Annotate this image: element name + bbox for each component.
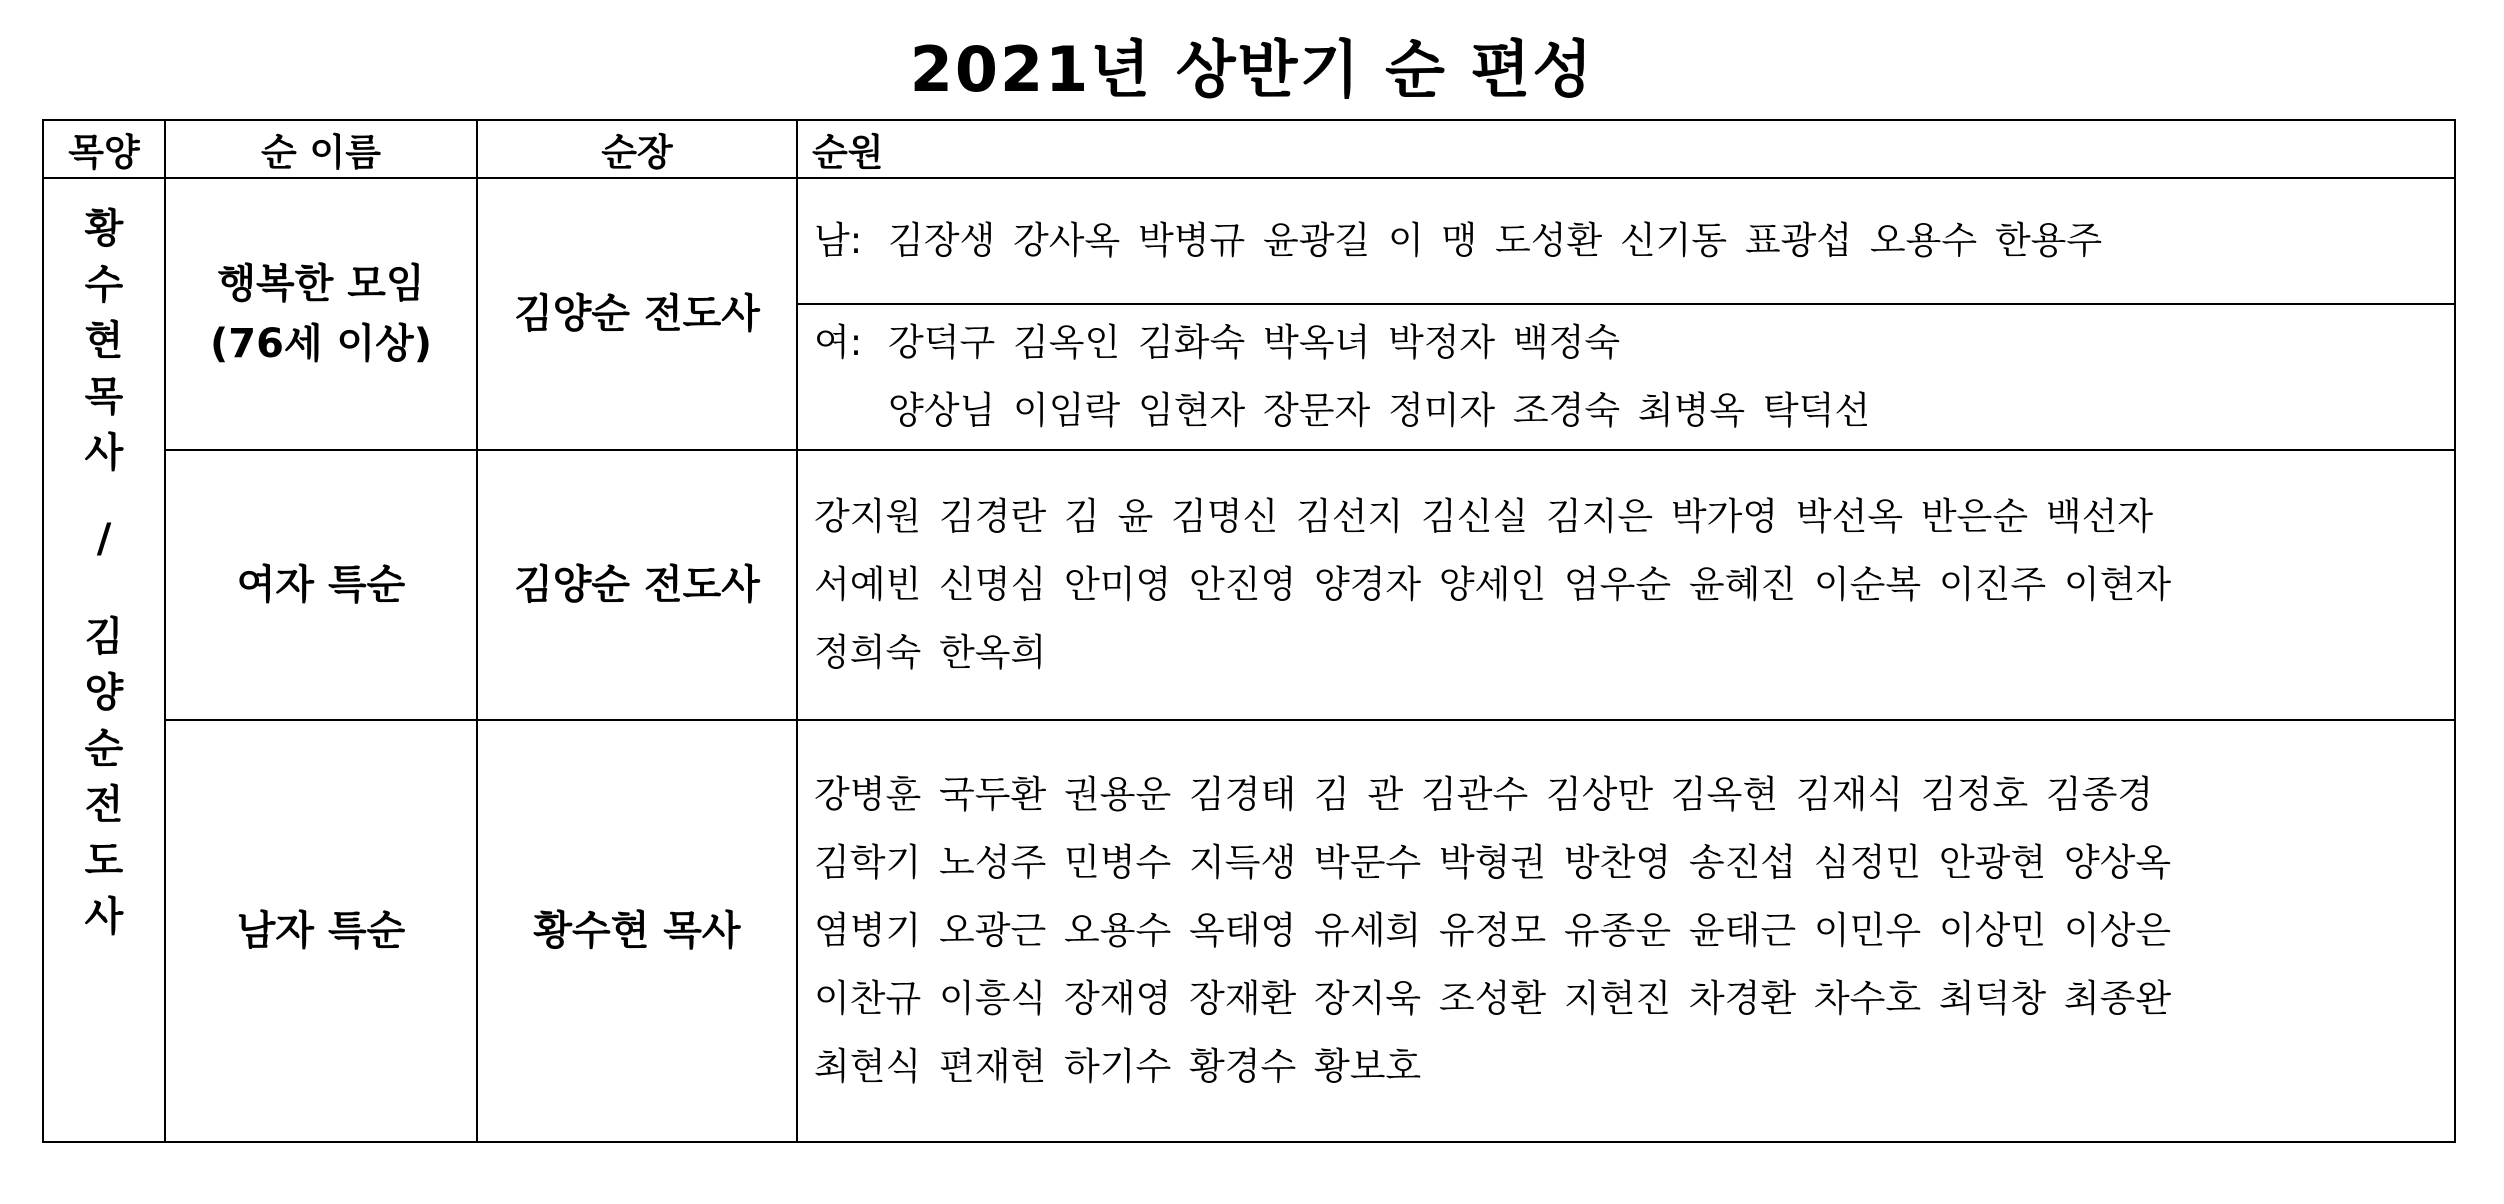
table-row [43,178,2455,304]
pastor-char: 전 [84,782,124,828]
group-name: 남자 특순 [165,720,477,1142]
group-name: 행복한 모임 [217,261,425,307]
header-members: 순원 [797,120,2455,178]
members-line: 염병기 오광근 오용수 옥태영 유세희 유정모 유종운 윤태근 이민우 이상민 이상은 [814,909,2172,952]
pastor-char: 목 [84,374,124,420]
pastor-char: 사 [84,894,124,940]
table-row [43,720,2455,1142]
pastor-char: 양 [84,670,124,716]
pastor-char: 수 [84,262,124,308]
group-assignment-table [42,119,2456,1143]
members-line: 김학기 노성주 민병수 지득생 박문수 박형권 방찬영 송진섭 심정민 안광현 양상옥 [814,841,2172,884]
header-leader: 순장 [477,120,797,178]
group-name-cell [165,178,477,450]
pastor-separator: / [96,516,112,562]
page-title: 2021년 상반기 순 편성 [909,33,1595,106]
members-line [814,207,2438,275]
members-cell [797,450,2455,720]
members-line: 이찬규 이흥식 장재영 장재환 장지욱 조성환 지현진 차경환 차수호 최덕창 최종완 [814,977,2172,1020]
members-line: 강병훈 국두환 권용운 김경태 김 관 김관수 김상만 김옥현 김재식 김정호 김종경 [814,773,2154,816]
group-name: 여자 특순 [165,450,477,720]
members-cell [797,178,2455,304]
male-prefix: 남: [814,219,863,262]
header-group-name: 순 이름 [165,120,477,178]
members-cell [797,720,2455,1142]
pastor-char: 김 [84,614,124,660]
group-name-subtitle: (76세 이상) [209,321,433,367]
group-leader-cell: 황수현 목사 [477,720,797,1142]
pastor-char: 황 [84,206,124,252]
members-line [814,377,2438,445]
pastor-cell [43,178,165,1142]
pastor-char: 순 [84,726,124,772]
pastor-char: 현 [84,318,124,364]
female-members: 양상님 이임락 임현자 장문자 정미자 조경숙 최병옥 탁덕선 [888,389,1871,432]
female-members: 강덕구 김옥인 김화숙 박옥녀 박정자 백정숙 [888,321,1621,364]
header-pastor: 목양 [43,120,165,178]
members-line: 정희숙 한옥희 [814,631,1047,674]
group-leader-cell: 김양순 전도사 [477,178,797,450]
members-line: 강지원 김경란 김 윤 김명신 김선지 김신실 김지은 박가영 박선옥 반은순 백선자 [814,495,2154,538]
members-cell [797,304,2455,450]
members-line [814,309,2438,377]
female-prefix: 여: [814,321,863,364]
table-header-row [43,120,2455,178]
table-row [43,450,2455,720]
pastor-char: 사 [84,430,124,476]
members-line: 서예빈 신명심 안미영 안진영 양경자 양세인 엄우순 윤혜진 이순복 이진주 이현자 [814,563,2172,606]
members-line: 최현식 편재현 하기수 황경수 황보호 [814,1045,1422,1088]
pastor-char: 도 [84,838,124,884]
male-members: 김장생 강사옥 박병규 윤광길 이 맹 도성환 신기동 표광섭 오용수 한용주 [888,219,2103,262]
group-leader-cell: 김양순 전도사 [477,450,797,720]
